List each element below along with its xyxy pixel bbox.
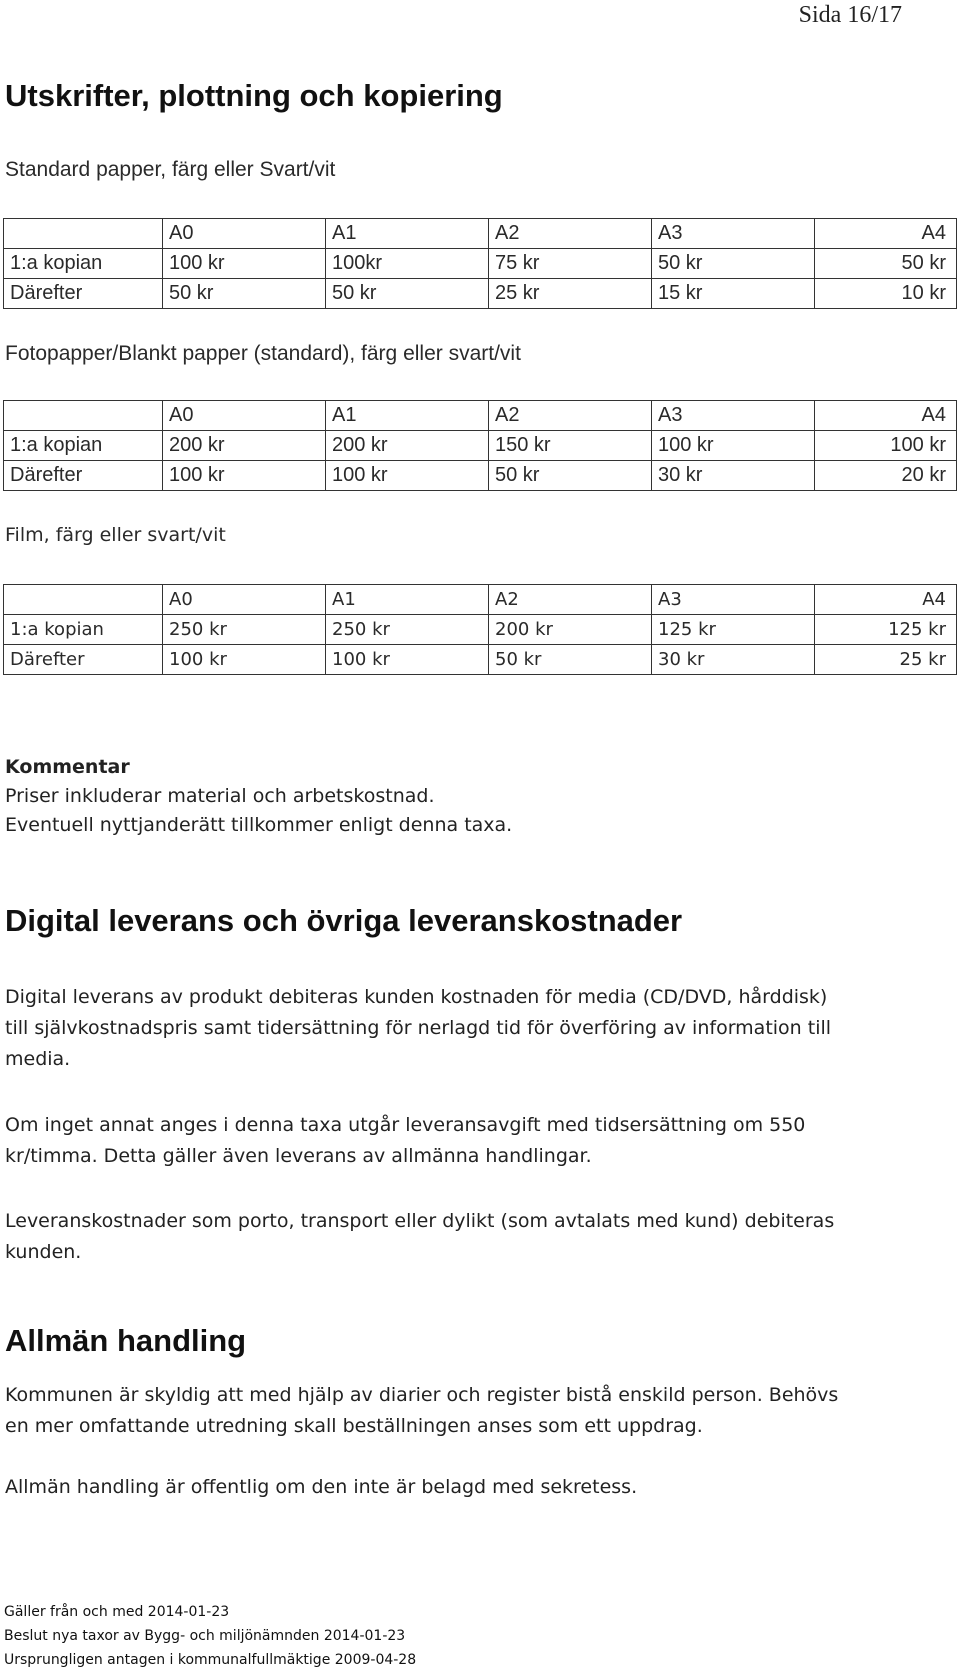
table-cell: 50 kr bbox=[489, 461, 652, 491]
row-label: Därefter bbox=[4, 645, 163, 675]
table-cell: 10 kr bbox=[815, 279, 957, 309]
table-row bbox=[4, 249, 957, 279]
table-cell: 15 kr bbox=[652, 279, 815, 309]
footer bbox=[4, 1600, 416, 1672]
table-header-row bbox=[4, 401, 957, 431]
table-cell: 100 kr bbox=[163, 645, 326, 675]
paragraph-line: en mer omfattande utredning skall beställningen anses som ett uppdrag. bbox=[5, 1415, 703, 1437]
row-label: Därefter bbox=[4, 279, 163, 309]
table-header-cell: A1 bbox=[326, 219, 489, 249]
table-caption-photo: Fotopapper/Blankt papper (standard), färg eller svart/vit bbox=[5, 342, 521, 365]
paragraph-line: Digital leverans av produkt debiteras kunden kostnaden för media (CD/DVD, hårddisk) bbox=[5, 986, 828, 1008]
table-cell: 50 kr bbox=[815, 249, 957, 279]
paragraph-line: Leveranskostnader som porto, transport eller dylikt (som avtalats med kund) debiteras bbox=[5, 1210, 835, 1232]
price-table-photo bbox=[3, 400, 957, 491]
table-header-cell: A2 bbox=[489, 219, 652, 249]
table-row bbox=[4, 279, 957, 309]
table-cell: 200 kr bbox=[163, 431, 326, 461]
table-cell: 200 kr bbox=[489, 615, 652, 645]
table-header-cell: A0 bbox=[163, 585, 326, 615]
table-cell: 50 kr bbox=[326, 279, 489, 309]
paragraph-line: till självkostnadspris samt tidersättning för nerlagd tid för överföring av information till bbox=[5, 1017, 832, 1039]
paragraph bbox=[5, 1380, 905, 1442]
table-cell: 150 kr bbox=[489, 431, 652, 461]
table-cell: 100 kr bbox=[652, 431, 815, 461]
table-cell: 250 kr bbox=[326, 615, 489, 645]
paragraph bbox=[5, 1472, 905, 1503]
paragraph-line: Kommunen är skyldig att med hjälp av diarier och register bistå enskild person. Behövs bbox=[5, 1384, 839, 1406]
table-cell: 100 kr bbox=[163, 461, 326, 491]
table-header-row bbox=[4, 585, 957, 615]
section-heading-print: Utskrifter, plottning och kopiering bbox=[5, 78, 503, 113]
table-header-cell: A0 bbox=[163, 401, 326, 431]
table-cell: 20 kr bbox=[815, 461, 957, 491]
table-row bbox=[4, 615, 957, 645]
table-caption-film: Film, färg eller svart/vit bbox=[5, 524, 226, 546]
table-cell: 125 kr bbox=[815, 615, 957, 645]
table-header-row bbox=[4, 219, 957, 249]
table-header-cell: A3 bbox=[652, 219, 815, 249]
table-cell: 100 kr bbox=[815, 431, 957, 461]
paragraph bbox=[5, 982, 905, 1075]
table-cell: 75 kr bbox=[489, 249, 652, 279]
footer-line: Gäller från och med 2014-01-23 bbox=[4, 1604, 230, 1620]
table-cell: 50 kr bbox=[163, 279, 326, 309]
table-cell: 100 kr bbox=[163, 249, 326, 279]
table-cell: 25 kr bbox=[489, 279, 652, 309]
price-table-standard bbox=[3, 218, 957, 309]
paragraph bbox=[5, 1206, 905, 1268]
comment-block bbox=[5, 753, 512, 840]
table-cell bbox=[4, 585, 163, 615]
paragraph bbox=[5, 1110, 905, 1172]
table-cell: 50 kr bbox=[652, 249, 815, 279]
table-cell: 125 kr bbox=[652, 615, 815, 645]
paragraph-line: Allmän handling är offentlig om den inte är belagd med sekretess. bbox=[5, 1476, 638, 1498]
table-cell: 25 kr bbox=[815, 645, 957, 675]
table-cell: 50 kr bbox=[489, 645, 652, 675]
table-header-cell: A3 bbox=[652, 585, 815, 615]
paragraph-line: Om inget annat anges i denna taxa utgår leveransavgift med tidsersättning om 550 bbox=[5, 1114, 806, 1136]
table-cell: 200 kr bbox=[326, 431, 489, 461]
table-header-cell: A3 bbox=[652, 401, 815, 431]
table-cell bbox=[4, 401, 163, 431]
table-caption-standard: Standard papper, färg eller Svart/vit bbox=[5, 158, 336, 181]
table-cell: 30 kr bbox=[652, 461, 815, 491]
table-cell: 250 kr bbox=[163, 615, 326, 645]
row-label: 1:a kopian bbox=[4, 431, 163, 461]
row-label: Därefter bbox=[4, 461, 163, 491]
comment-label: Kommentar bbox=[5, 756, 130, 778]
section-heading-public: Allmän handling bbox=[5, 1323, 247, 1358]
row-label: 1:a kopian bbox=[4, 249, 163, 279]
table-cell: 100 kr bbox=[326, 645, 489, 675]
table-header-cell: A0 bbox=[163, 219, 326, 249]
row-label: 1:a kopian bbox=[4, 615, 163, 645]
table-header-cell: A2 bbox=[489, 401, 652, 431]
comment-line: Eventuell nyttjanderätt tillkommer enligt denna taxa. bbox=[5, 814, 513, 836]
table-row bbox=[4, 645, 957, 675]
paragraph-line: kunden. bbox=[5, 1241, 82, 1263]
table-cell bbox=[4, 219, 163, 249]
table-cell: 100kr bbox=[326, 249, 489, 279]
table-header-cell: A1 bbox=[326, 401, 489, 431]
comment-line: Priser inkluderar material och arbetskostnad. bbox=[5, 785, 435, 807]
table-header-cell: A4 bbox=[815, 585, 957, 615]
page-number: Sida 16/17 bbox=[798, 2, 902, 28]
table-cell: 30 kr bbox=[652, 645, 815, 675]
footer-line: Beslut nya taxor av Bygg- och miljönämnden 2014-01-23 bbox=[4, 1628, 406, 1644]
footer-line: Ursprungligen antagen i kommunalfullmäktige 2009-04-28 bbox=[4, 1652, 417, 1668]
price-table-film bbox=[3, 584, 957, 675]
table-header-cell: A4 bbox=[815, 401, 957, 431]
table-header-cell: A4 bbox=[815, 219, 957, 249]
table-cell: 100 kr bbox=[326, 461, 489, 491]
paragraph-line: media. bbox=[5, 1048, 71, 1070]
table-row bbox=[4, 431, 957, 461]
table-row bbox=[4, 461, 957, 491]
table-header-cell: A1 bbox=[326, 585, 489, 615]
table-header-cell: A2 bbox=[489, 585, 652, 615]
section-heading-digital: Digital leverans och övriga leveranskostnader bbox=[5, 903, 683, 938]
paragraph-line: kr/timma. Detta gäller även leverans av allmänna handlingar. bbox=[5, 1145, 592, 1167]
